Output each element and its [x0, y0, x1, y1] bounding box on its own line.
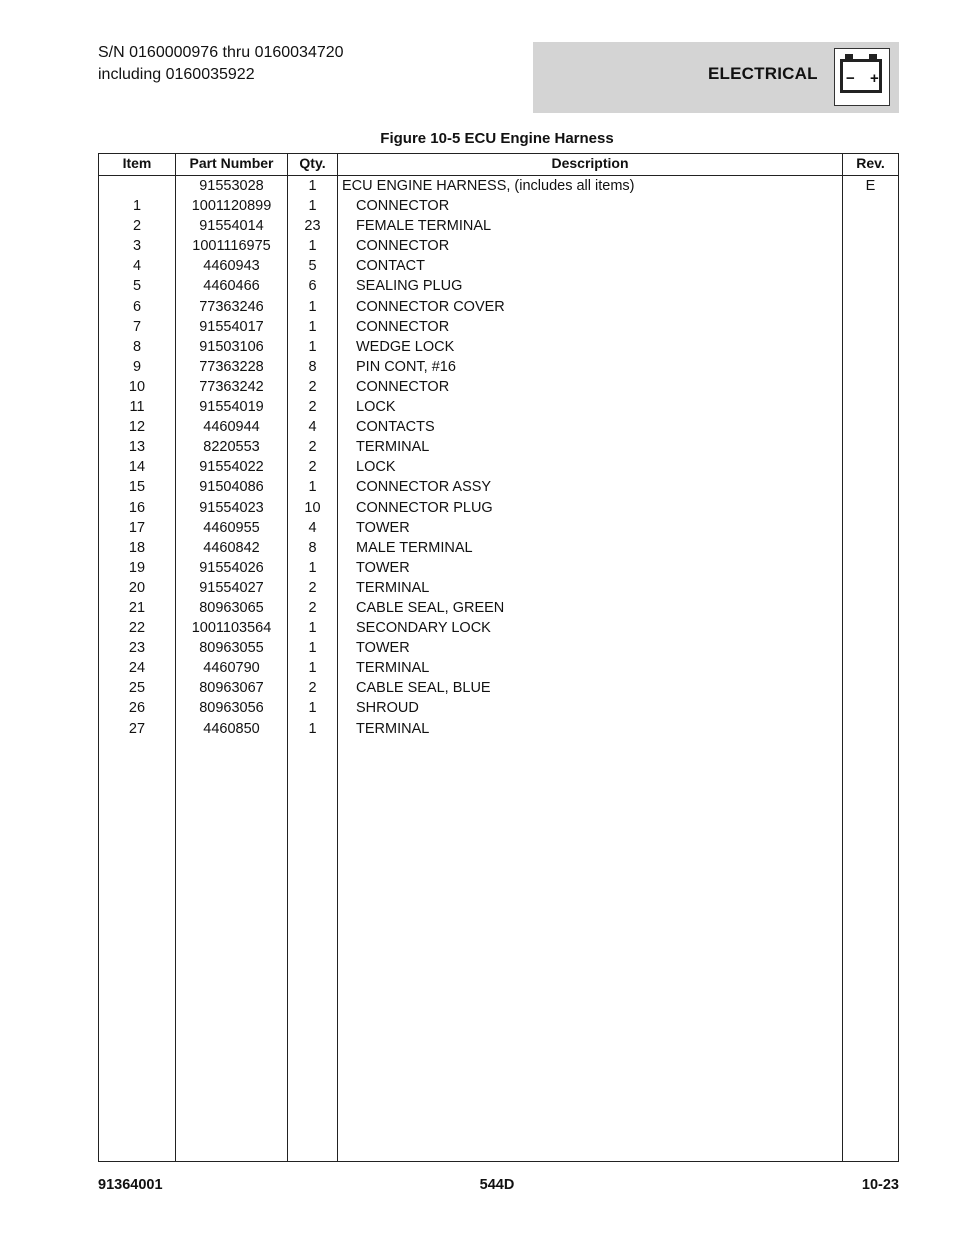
qty-cell: 2 — [308, 399, 317, 416]
qty-cell: 1 — [308, 338, 317, 355]
part-number-cell: 4460943 — [203, 258, 260, 275]
item-cell: 10 — [128, 378, 146, 395]
description-cell: CABLE SEAL, BLUE — [356, 680, 491, 697]
item-cell: 27 — [128, 720, 146, 737]
description-cell: TOWER — [356, 519, 410, 536]
item-cell: 7 — [132, 318, 142, 335]
battery-body — [840, 59, 882, 93]
description-cell: WEDGE LOCK — [356, 338, 455, 355]
table-row — [99, 658, 898, 678]
qty-cell: 10 — [304, 499, 321, 516]
qty-cell: 2 — [308, 579, 317, 596]
table-row — [99, 417, 898, 437]
parts-table — [98, 153, 899, 1162]
item-cell: 22 — [128, 620, 146, 637]
table-row — [99, 397, 898, 417]
battery-minus-sign: − — [846, 70, 855, 87]
item-cell: 3 — [132, 238, 142, 255]
qty-cell: 1 — [308, 700, 317, 717]
table-row — [99, 538, 898, 558]
description-cell: TERMINAL — [356, 660, 430, 677]
part-number-cell: 1001116975 — [192, 238, 271, 255]
qty-cell: 2 — [308, 439, 317, 456]
description-cell: CONNECTOR ASSY — [356, 479, 492, 496]
description-cell: CONNECTOR COVER — [356, 298, 505, 315]
description-cell: CABLE SEAL, GREEN — [356, 599, 505, 616]
item-cell: 6 — [132, 298, 142, 315]
qty-cell: 4 — [308, 519, 317, 536]
description-cell: SEALING PLUG — [356, 278, 463, 295]
table-row — [99, 357, 898, 377]
part-number-cell: 91554019 — [199, 399, 264, 416]
item-cell: 8 — [132, 338, 142, 355]
serial-line-1: S/N 0160000976 thru 0160034720 — [98, 44, 344, 61]
description-cell: CONNECTOR PLUG — [356, 499, 493, 516]
table-row — [99, 678, 898, 698]
part-number-cell: 91554017 — [199, 318, 264, 335]
column-header-rev: Rev. — [856, 155, 885, 171]
qty-cell: 1 — [308, 198, 317, 215]
qty-cell: 5 — [308, 258, 317, 275]
table-body — [99, 176, 898, 739]
rev-cell: E — [865, 178, 876, 194]
table-row — [99, 176, 898, 196]
table-row — [99, 337, 898, 357]
part-number-cell: 1001120899 — [191, 198, 272, 215]
qty-cell: 23 — [304, 218, 321, 235]
description-cell: TERMINAL — [356, 579, 430, 596]
part-number-cell: 91553028 — [199, 178, 264, 194]
part-number-cell: 8220553 — [203, 439, 260, 456]
part-number-cell: 91554026 — [199, 559, 264, 576]
item-cell: 24 — [128, 660, 146, 677]
qty-cell: 1 — [308, 479, 317, 496]
qty-cell: 1 — [308, 318, 317, 335]
table-row — [99, 618, 898, 638]
qty-cell: 8 — [308, 539, 317, 556]
part-number-cell: 80963067 — [199, 680, 264, 697]
part-number-cell: 1001103564 — [191, 620, 272, 637]
column-header-item: Item — [122, 155, 152, 171]
column-header-part-number: Part Number — [189, 155, 274, 171]
qty-cell: 1 — [308, 178, 317, 194]
table-row — [99, 437, 898, 457]
table-row — [99, 276, 898, 296]
table-row — [99, 377, 898, 397]
part-number-cell: 77363246 — [199, 298, 264, 315]
footer-doc-number: 91364001 — [98, 1177, 163, 1193]
description-cell: TOWER — [356, 640, 410, 657]
description-cell: CONNECTOR — [356, 318, 450, 335]
qty-cell: 4 — [308, 419, 317, 436]
table-row — [99, 578, 898, 598]
description-cell: TOWER — [356, 559, 410, 576]
qty-cell: 1 — [308, 238, 317, 255]
description-cell: SHROUD — [356, 700, 419, 717]
item-cell: 25 — [128, 680, 146, 697]
column-header-qty: Qty. — [299, 155, 326, 171]
part-number-cell: 77363228 — [199, 358, 264, 375]
part-number-cell: 4460842 — [203, 539, 260, 556]
battery-icon — [834, 48, 890, 106]
table-row — [99, 236, 898, 256]
part-number-cell: 4460944 — [203, 419, 260, 436]
item-cell: 12 — [128, 419, 146, 436]
part-number-cell: 4460955 — [203, 519, 260, 536]
part-number-cell: 80963056 — [199, 700, 264, 717]
description-cell: LOCK — [356, 399, 396, 416]
item-cell: 23 — [128, 640, 146, 657]
qty-cell: 6 — [308, 278, 317, 295]
qty-cell: 2 — [308, 599, 317, 616]
description-cell: TERMINAL — [356, 720, 430, 737]
part-number-cell: 80963065 — [199, 599, 264, 616]
table-row — [99, 638, 898, 658]
description-cell: SECONDARY LOCK — [356, 620, 491, 637]
figure-title: Figure 10-5 ECU Engine Harness — [380, 130, 614, 147]
item-cell: 2 — [132, 218, 142, 235]
qty-cell: 1 — [308, 298, 317, 315]
item-cell: 13 — [128, 439, 146, 456]
part-number-cell: 4460466 — [203, 278, 260, 295]
item-cell: 19 — [128, 559, 146, 576]
description-cell: TERMINAL — [356, 439, 430, 456]
serial-range — [98, 42, 344, 86]
table-row — [99, 477, 898, 497]
description-cell: CONNECTOR — [356, 238, 450, 255]
table-row — [99, 698, 898, 718]
qty-cell: 1 — [308, 620, 317, 637]
item-cell: 5 — [132, 278, 142, 295]
qty-cell: 1 — [308, 720, 317, 737]
table-row — [99, 498, 898, 518]
section-title: ELECTRICAL — [708, 64, 818, 83]
qty-cell: 1 — [308, 660, 317, 677]
part-number-cell: 91554022 — [199, 459, 264, 476]
part-number-cell: 77363242 — [199, 378, 264, 395]
table-row — [99, 297, 898, 317]
description-cell: CONTACTS — [356, 419, 435, 436]
table-row — [99, 719, 898, 739]
column-header-description: Description — [551, 155, 629, 171]
part-number-cell: 91503106 — [199, 338, 264, 355]
qty-cell: 1 — [308, 559, 317, 576]
description-cell: CONNECTOR — [356, 198, 450, 215]
footer-model: 544D — [479, 1177, 515, 1193]
description-cell: PIN CONT, #16 — [356, 358, 456, 375]
description-cell: ECU ENGINE HARNESS, (includes all items) — [342, 178, 635, 194]
item-cell: 20 — [128, 579, 146, 596]
item-cell: 16 — [128, 499, 146, 516]
serial-line-2: including 0160035922 — [98, 66, 255, 83]
item-cell: 17 — [128, 519, 146, 536]
item-cell: 1 — [132, 198, 142, 215]
part-number-cell: 91554027 — [199, 579, 264, 596]
description-cell: FEMALE TERMINAL — [356, 218, 492, 235]
table-row — [99, 518, 898, 538]
description-cell: LOCK — [356, 459, 396, 476]
item-cell: 4 — [132, 258, 142, 275]
table-row — [99, 558, 898, 578]
part-number-cell: 80963055 — [199, 640, 264, 657]
qty-cell: 2 — [308, 459, 317, 476]
part-number-cell: 4460790 — [203, 660, 260, 677]
table-row — [99, 598, 898, 618]
description-cell: CONTACT — [356, 258, 426, 275]
description-cell: CONNECTOR — [356, 378, 450, 395]
part-number-cell: 91504086 — [199, 479, 264, 496]
item-cell: 14 — [128, 459, 146, 476]
item-cell: 9 — [132, 358, 142, 375]
qty-cell: 2 — [308, 680, 317, 697]
item-cell: 18 — [128, 539, 146, 556]
part-number-cell: 91554023 — [199, 499, 264, 516]
table-row — [99, 457, 898, 477]
description-cell: MALE TERMINAL — [356, 539, 473, 556]
part-number-cell: 4460850 — [203, 720, 260, 737]
qty-cell: 1 — [308, 640, 317, 657]
footer-page-number: 10-23 — [861, 1177, 899, 1193]
qty-cell: 8 — [308, 358, 317, 375]
table-row — [99, 256, 898, 276]
item-cell: 11 — [129, 399, 145, 416]
item-cell: 15 — [128, 479, 146, 496]
part-number-cell: 91554014 — [199, 218, 264, 235]
table-row — [99, 196, 898, 216]
item-cell: 26 — [128, 700, 146, 717]
table-row — [99, 317, 898, 337]
table-row — [99, 216, 898, 236]
battery-plus-sign: + — [870, 70, 879, 87]
item-cell: 21 — [128, 599, 146, 616]
qty-cell: 2 — [308, 378, 317, 395]
